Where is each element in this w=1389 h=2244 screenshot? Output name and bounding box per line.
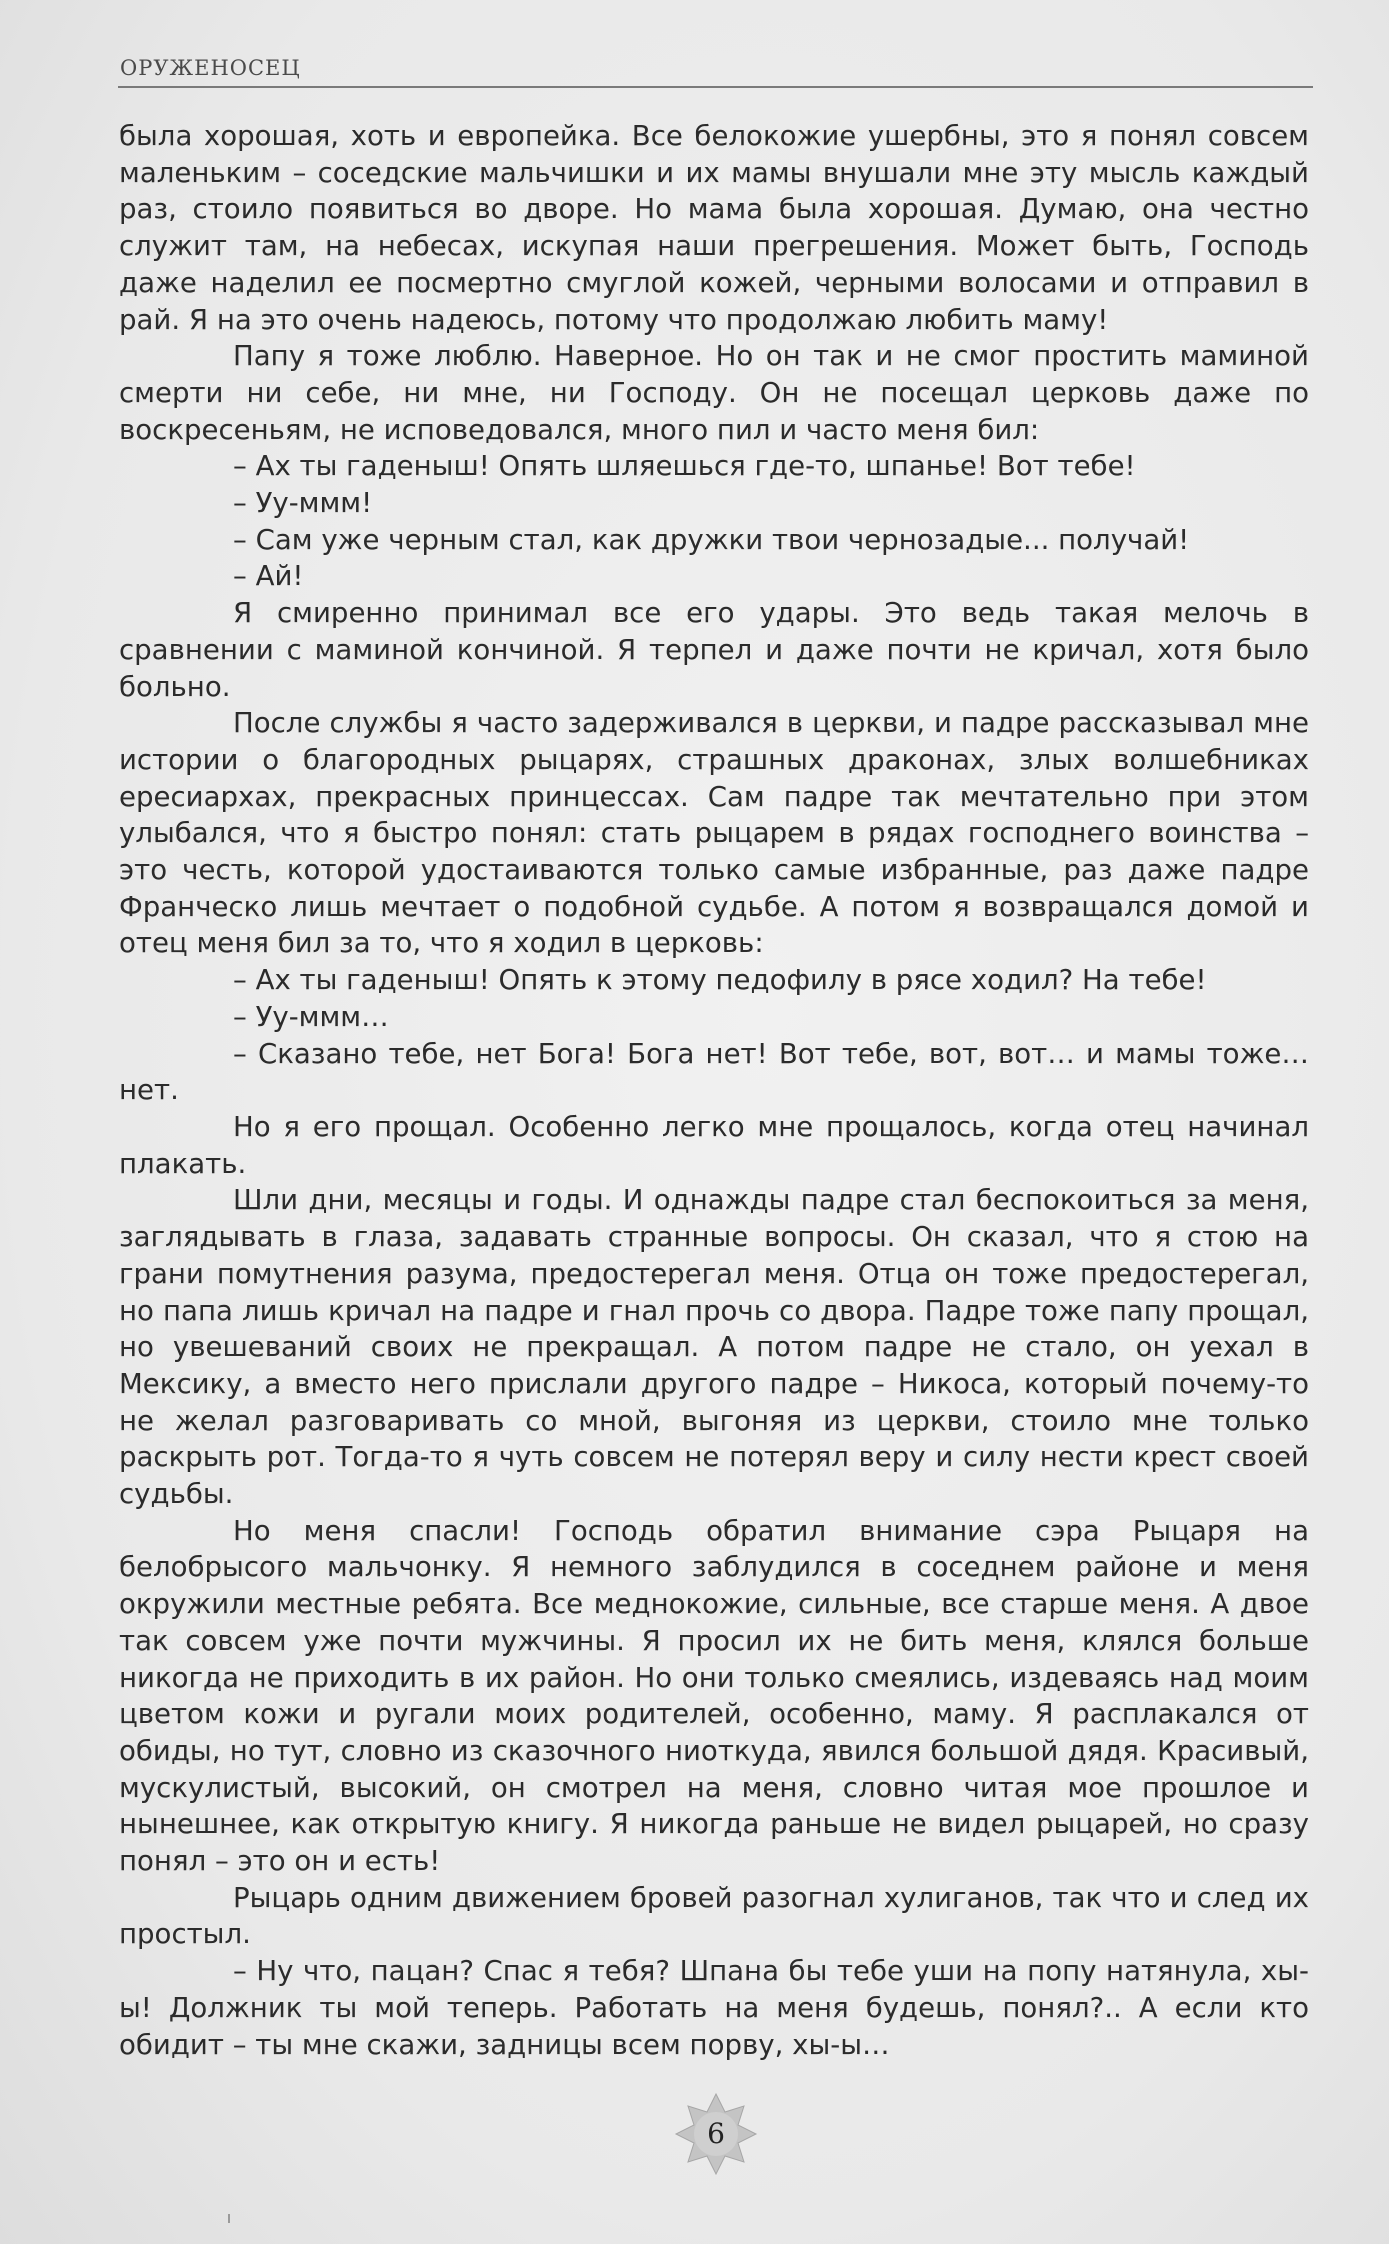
page-number: 6 xyxy=(707,2117,725,2150)
dialogue-line: – Ах ты гаденыш! Опять к этому педофилу в рясе ходил? На тебе! xyxy=(233,963,1207,997)
paragraph: Папу я тоже люблю. Наверное. Но он так и не смог простить маминой смерти ни себе, ни мне, ни Господу. Он не посещал церковь даже по воскресеньям, не исповедовался, много пил и часто меня бил: xyxy=(119,339,1309,446)
paragraph: После службы я часто задерживался в церкви, и падре рассказывал мне истории о благородных рыцарях, страшных драконах, злых волшебниках ересиархах, прекрасных принцессах. Сам падре так мечтательно при этом улыбался, что я быстро понял: стать рыцарем в рядах господнего воинства – это честь, которой удостаиваются только самые избранные, раз даже падре Франческо лишь мечтает о подобной судьбе. А потом я возвращался домой и отец меня бил за то, что я ходил в церковь: xyxy=(119,706,1309,960)
running-header-title: ОРУЖЕНОСЕЦ xyxy=(120,56,301,80)
print-mark xyxy=(228,2214,230,2223)
dialogue-line: – Ай! xyxy=(233,559,304,593)
paragraph: Я смиренно принимал все его удары. Это ведь такая мелочь в сравнении с маминой кончиной. Я терпел и даже почти не кричал, хотя было больно. xyxy=(119,596,1309,703)
dialogue-line: – Сам уже черным стал, как дружки твои чернозадые... получай! xyxy=(233,522,1190,556)
page-number-badge xyxy=(674,2092,758,2176)
dialogue-line: – Ну что, пацан? Спас я тебя? Шпана бы тебе уши на попу натянула, хы-ы! Должник ты мой теперь. Работать на меня будешь, понял?.. А если кто обидит – ты мне скажи, задницы всем порву, хы-ы… xyxy=(119,1954,1309,2061)
dialogue-line: – Уу-ммм! xyxy=(233,486,373,520)
dialogue-line: – Уу-ммм… xyxy=(233,999,389,1033)
paragraph: была хорошая, хоть и европейка. Все белокожие ушербны, это я понял совсем маленьким – соседские мальчишки и их мамы внушали мне эту мысль каждый раз, стоило появиться во дворе. Но мама была хорошая. Думаю, она честно служит там, на небесах, искупая наши прегрешения. Может быть, Господь даже наделил ее посмертно смуглой кожей, черными волосами и отправил в рай. Я на это очень надеюсь, потому что продолжаю любить маму! xyxy=(119,119,1309,336)
dialogue-line: – Сказано тебе, нет Бога! Бога нет! Вот тебе, вот, вот… и мамы тоже… нет. xyxy=(119,1036,1309,1107)
paragraph: Шли дни, месяцы и годы. И однажды падре стал беспокоиться за меня, заглядывать в глаза, задавать странные вопросы. Он сказал, что я стою на грани помутнения разума, предостерегал меня. Отца он тоже предостерегал, но папа лишь кричал на падре и гнал прочь со двора. Падре тоже папу прощал, но увешеваний своих не прекращал. А потом падре не стало, он уехал в Мексику, а вместо него прислали другого падре – Никоса, который почему-то не желал разговаривать со мной, выгоняя из церкви, стоило мне только раскрыть рот. Тогда-то я чуть совсем не потерял веру и силу нести крест своей судьбы. xyxy=(119,1183,1309,1511)
dialogue-line: – Ах ты гаденыш! Опять шляешься где-то, шпанье! Вот тебе! xyxy=(233,449,1136,483)
paragraph: Но я его прощал. Особенно легко мне прощалось, когда отец начинал плакать. xyxy=(119,1109,1309,1180)
paragraph: Рыцарь одним движением бровей разогнал хулиганов, так что и след их простыл. xyxy=(119,1880,1309,1951)
paragraph: Но меня спасли! Господь обратил внимание сэра Рыцаря на белобрысого мальчонку. Я немного заблудился в соседнем районе и меня окружили местные ребята. Все меднокожие, сильные, все старше меня. А двое так совсем уже почти мужчины. Я просил их не бить меня, клялся больше никогда не приходить в их район. Но они только смеялись, издеваясь над моим цветом кожи и ругали моих родителей, особенно, маму. Я расплакался от обиды, но тут, словно из сказочного ниоткуда, явился большой дядя. Красивый, мускулистый, высокий, он смотрел на меня, словно читая мое прошлое и нынешнее, как открытую книгу. Я никогда раньше не видел рыцарей, но сразу понял – это он и есть! xyxy=(119,1513,1309,1878)
body-text xyxy=(119,118,1309,2063)
running-header xyxy=(118,52,1313,88)
